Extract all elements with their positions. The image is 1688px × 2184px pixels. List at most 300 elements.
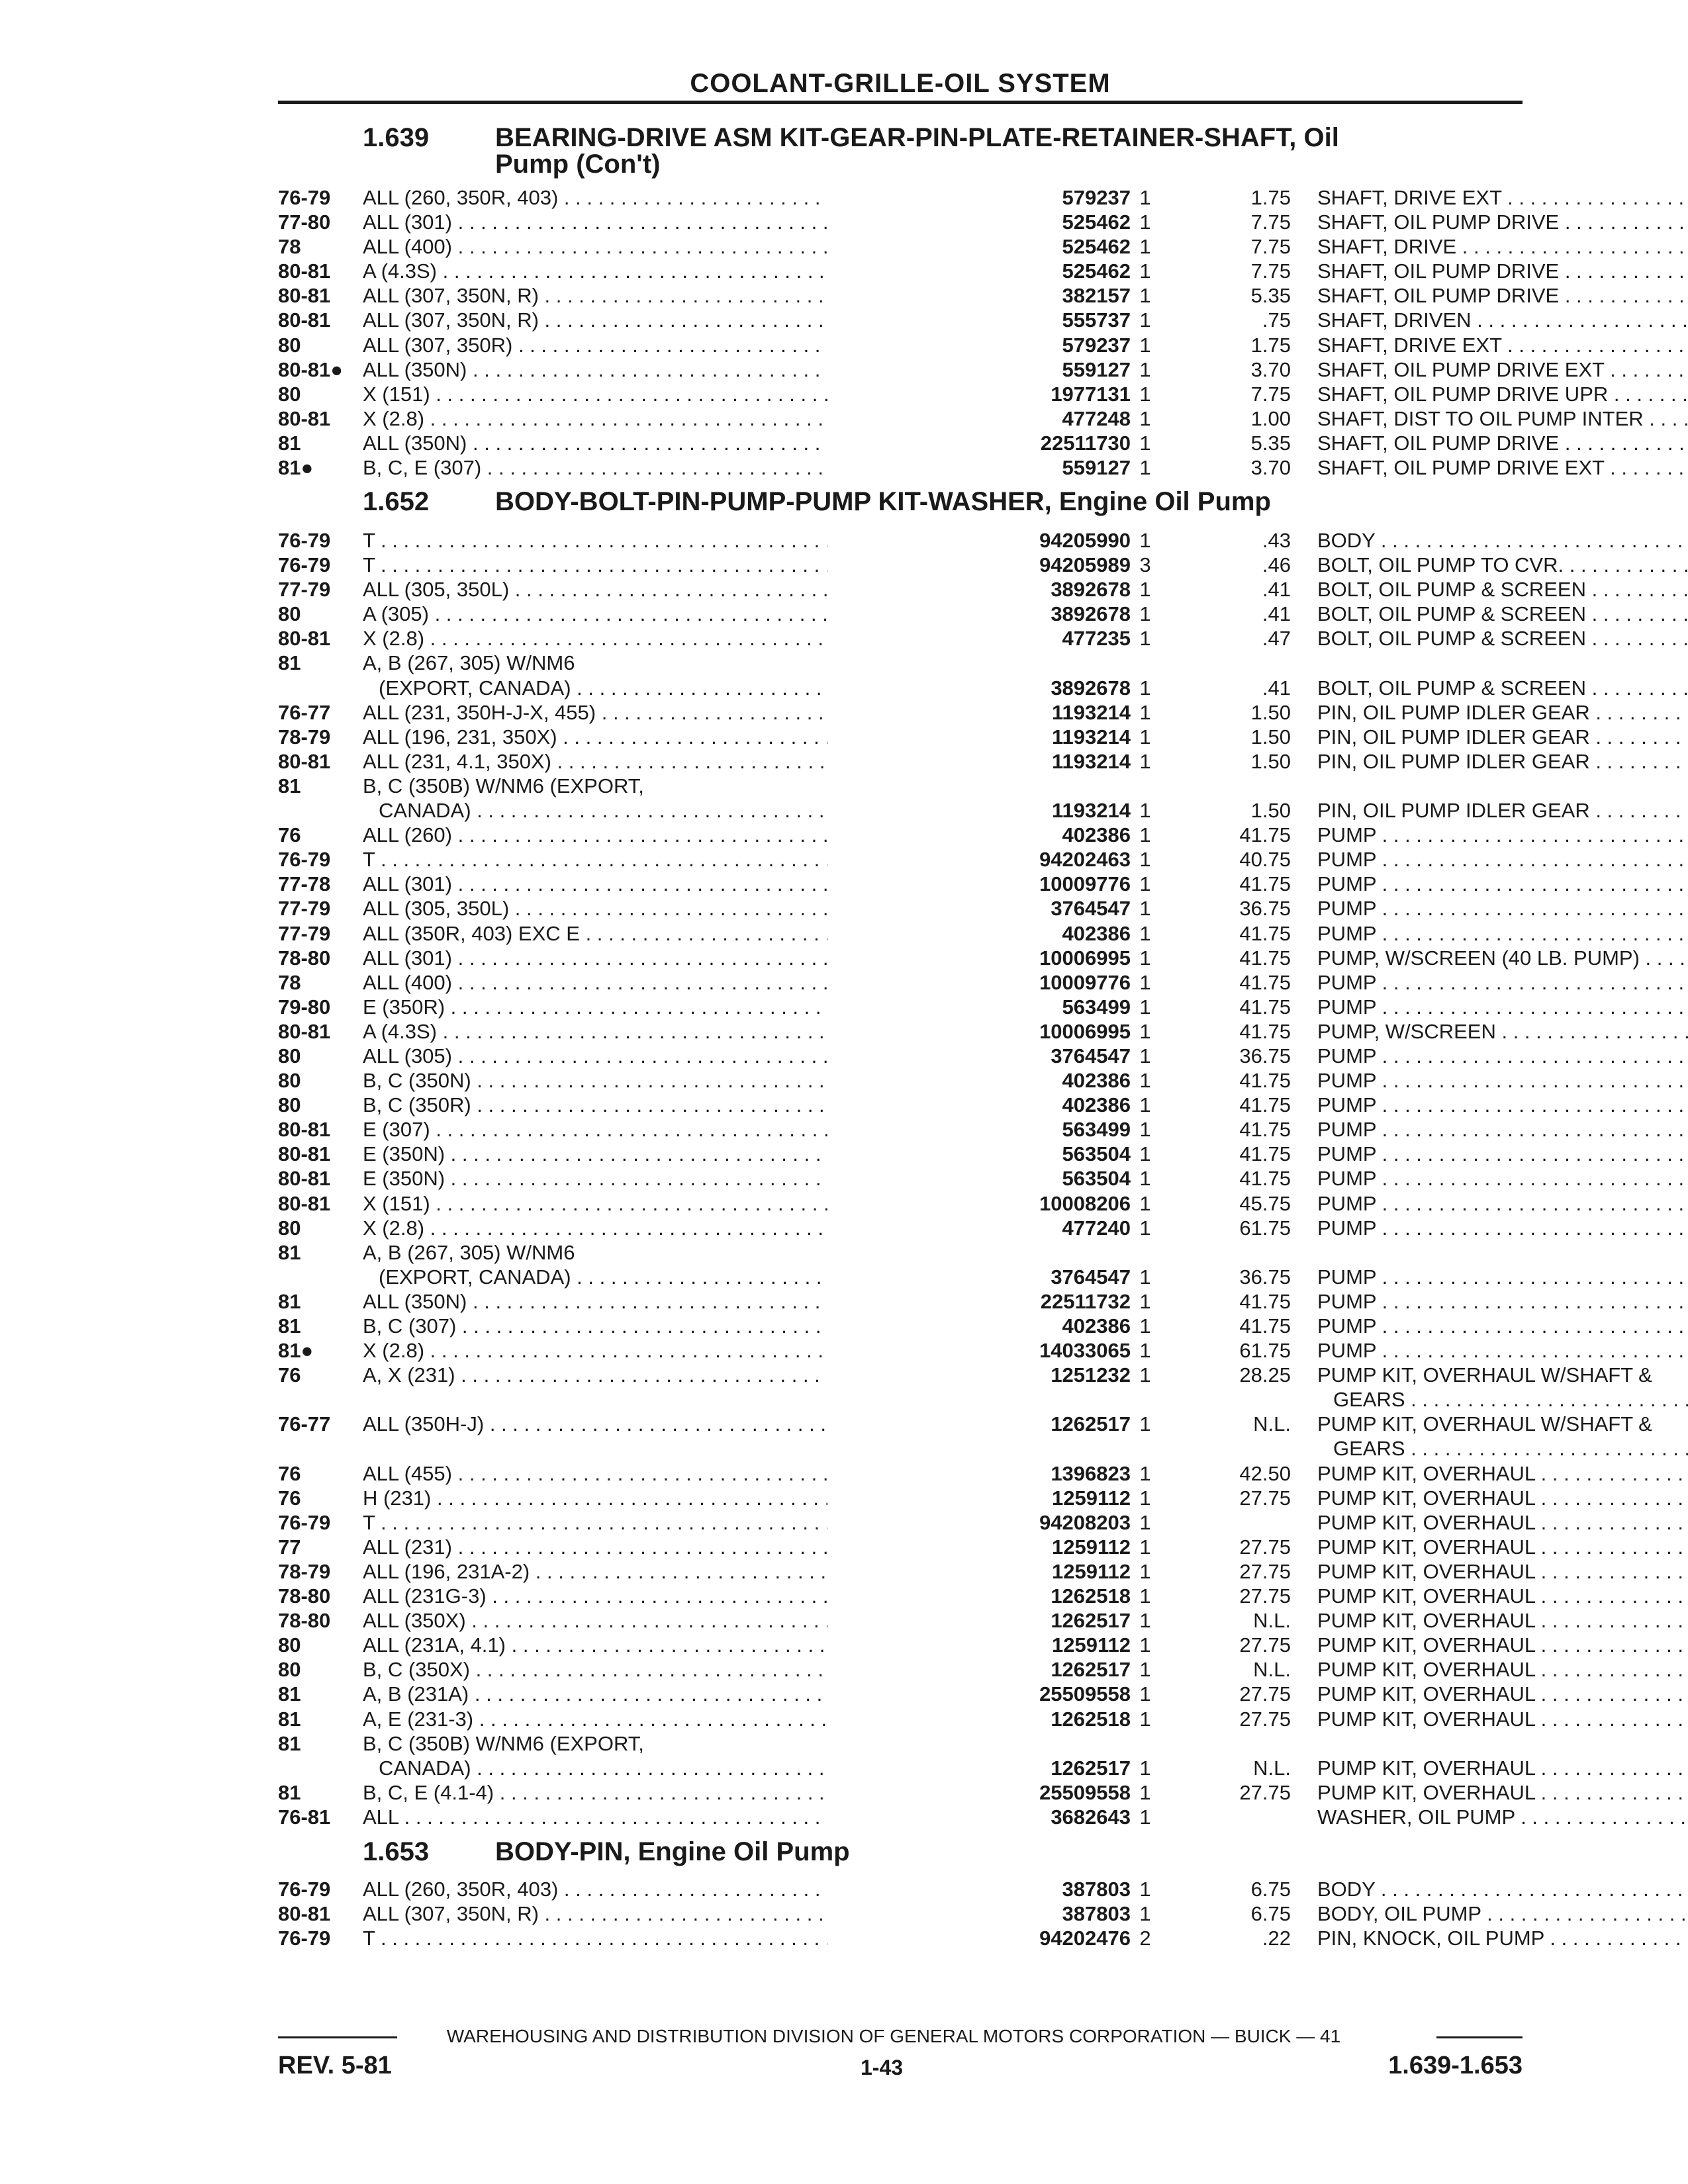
cell-part-name: SHAFT, OIL PUMP DRIVE . . . [1317, 210, 1688, 234]
cell-part-name: WASHER, OIL PUMP . . . [1317, 1805, 1688, 1829]
table-row [278, 626, 1586, 651]
table-row [278, 1117, 1523, 1142]
cell-part-number: 579237 [827, 333, 1131, 357]
cell-part-number: 1259112 [827, 1633, 1131, 1657]
cell-year: 76-77 [278, 700, 331, 724]
cell-part-name: PUMP KIT, OVERHAUL . . . [1317, 1559, 1688, 1584]
cell-price: 27.75 [1239, 1559, 1291, 1583]
cell-quantity: 1 [1139, 1167, 1151, 1191]
cell-quantity: 1 [1139, 1191, 1151, 1215]
cell-quantity: 1 [1139, 1093, 1151, 1117]
cell-quantity: 1 [1139, 627, 1151, 651]
cell-description: B, C (350B) W/NM6 (EXPORT, [363, 1731, 644, 1755]
cell-part-name: PUMP KIT, OVERHAUL . . . [1317, 1510, 1688, 1535]
cell-part-number: 559127 [827, 455, 1131, 480]
header-rule [278, 101, 1523, 104]
cell-price: 7.75 [1250, 235, 1291, 259]
table-row [278, 1707, 1536, 1731]
cell-description: B, C (307) . . . [363, 1314, 993, 1338]
cell-description: A, X (231) . . . [363, 1363, 993, 1387]
cell-part-number: 477248 [827, 406, 1131, 431]
table-row [278, 333, 1523, 357]
cell-description: A, B (267, 305) W/NM6 [363, 1240, 575, 1264]
section-number: 1.639 [363, 123, 430, 152]
cell-quantity: 1 [1139, 749, 1151, 773]
cell-part-number: 1259112 [827, 1559, 1131, 1584]
cell-description: ALL (455) . . . [363, 1461, 993, 1486]
cell-price: 41.75 [1239, 1019, 1291, 1043]
cell-quantity: 1 [1139, 259, 1151, 283]
cell-quantity: 1 [1139, 1019, 1151, 1043]
cell-part-name: BODY . . . [1317, 528, 1688, 553]
table-row [278, 1633, 1536, 1657]
cell-description: ALL (307, 350N, R) . . . [363, 308, 993, 332]
cell-part-name: PUMP KIT, OVERHAUL . . . [1317, 1608, 1688, 1633]
cell-part-name: SHAFT, OIL PUMP DRIVE EXT . . . [1317, 357, 1688, 382]
cell-part-name: GEARS . . . [1317, 1436, 1688, 1461]
cell-part-number: 1262517 [827, 1412, 1131, 1436]
cell-price: 36.75 [1239, 1044, 1291, 1068]
cell-year: 80 [278, 1069, 301, 1093]
cell-quantity: 1 [1139, 186, 1151, 209]
cell-quantity: 1 [1139, 1118, 1151, 1142]
cell-price: 27.75 [1239, 1707, 1291, 1731]
cell-year: 80 [278, 382, 301, 406]
cell-year: 79-80 [278, 995, 331, 1019]
cell-description: ALL (196, 231, 350X) . . . [363, 725, 993, 749]
section-heading-continued: Pump (Con't) [495, 150, 661, 179]
cell-description: X (2.8) . . . [363, 1216, 993, 1240]
cell-year: 80-81 [278, 1019, 331, 1043]
cell-quantity: 1 [1139, 1289, 1151, 1313]
cell-description: X (151) . . . [363, 1191, 993, 1216]
cell-price: 42.50 [1239, 1461, 1291, 1485]
table-row [278, 259, 1560, 283]
revision-date: REV. 5-81 [278, 2052, 392, 2079]
table-row [278, 602, 1586, 626]
cell-part-name: PUMP KIT, OVERHAUL . . . [1317, 1633, 1688, 1657]
cell-price: .47 [1262, 627, 1291, 651]
cell-description: ALL (305) . . . [363, 1044, 993, 1068]
cell-part-name: PUMP . . . [1317, 1265, 1688, 1289]
cell-price: 27.75 [1239, 1682, 1291, 1706]
cell-price: 7.75 [1250, 259, 1291, 283]
section-title: BODY-BOLT-PIN-PUMP-PUMP KIT-WASHER, Engine Oil Pump [495, 487, 1271, 516]
cell-part-number: 10006995 [827, 1019, 1131, 1044]
table-row [278, 676, 1586, 700]
cell-year: 80-81 [278, 259, 331, 283]
cell-part-name: BODY . . . [1317, 1877, 1688, 1901]
cell-price: 41.75 [1239, 970, 1291, 994]
cell-quantity: 1 [1139, 1902, 1151, 1926]
cell-price: 1.75 [1250, 333, 1291, 357]
cell-part-name: PUMP KIT, OVERHAUL . . . [1317, 1461, 1688, 1486]
cell-year: 81 [278, 1314, 301, 1338]
cell-part-number: 3682643 [827, 1805, 1131, 1829]
table-row [278, 1682, 1536, 1706]
cell-year: 76-79 [278, 848, 331, 872]
cell-part-number: 1262518 [827, 1584, 1131, 1608]
table-row [278, 1436, 1523, 1461]
cell-price: .41 [1262, 676, 1291, 700]
table-row [278, 1044, 1523, 1068]
cell-part-name: PUMP KIT, OVERHAUL . . . [1317, 1682, 1688, 1706]
cell-part-name: PUMP . . . [1317, 1044, 1688, 1068]
cell-part-number: 3892678 [827, 577, 1131, 602]
cell-description: A, E (231-3) . . . [363, 1707, 993, 1731]
cell-part-name: BOLT, OIL PUMP & SCREEN . . . [1317, 676, 1688, 700]
table-row [278, 651, 1523, 675]
cell-description: ALL (231) . . . [363, 1535, 993, 1559]
table-row [278, 1731, 1523, 1756]
table-row [278, 970, 1523, 995]
cell-description: ALL (301) . . . [363, 872, 993, 896]
cell-part-number: 382157 [827, 283, 1131, 308]
cell-quantity: 1 [1139, 1780, 1151, 1804]
cell-price: 27.75 [1239, 1780, 1291, 1804]
cell-price: 61.75 [1239, 1339, 1291, 1363]
section-title: BODY-PIN, Engine Oil Pump [495, 1837, 850, 1866]
table-row [278, 1068, 1523, 1093]
cell-year: 80 [278, 1093, 301, 1117]
table-row [278, 1805, 1523, 1829]
cell-year: 76 [278, 823, 301, 847]
cell-year: 80-81 [278, 627, 331, 651]
table-row [278, 700, 1590, 725]
cell-year: 81 [278, 1731, 301, 1755]
cell-description: ALL (307, 350N, R) . . . [363, 1901, 993, 1926]
cell-price: .75 [1262, 308, 1291, 332]
cell-quantity: 1 [1139, 1314, 1151, 1338]
cell-description: E (350N) . . . [363, 1166, 993, 1191]
cell-price: 41.75 [1239, 921, 1291, 945]
cell-price: 5.35 [1250, 431, 1291, 455]
cell-year: 81 [278, 1240, 301, 1264]
cell-part-number: 3764547 [827, 896, 1131, 921]
section-heading-1652 [363, 487, 1271, 517]
cell-quantity: 1 [1139, 1878, 1151, 1901]
cell-quantity: 1 [1139, 1510, 1151, 1534]
table-row [278, 1142, 1523, 1166]
table-row [278, 1363, 1652, 1387]
cell-quantity: 1 [1139, 970, 1151, 994]
footer-rule-right [1436, 2036, 1523, 2038]
cell-part-number: 1193214 [827, 725, 1131, 749]
cell-part-name: PUMP . . . [1317, 1216, 1688, 1240]
cell-price: 7.75 [1250, 382, 1291, 406]
cell-year: 80-81● [278, 357, 344, 381]
cell-year: 80 [278, 602, 301, 626]
cell-quantity: 1 [1139, 676, 1151, 700]
cell-price: 27.75 [1239, 1633, 1291, 1657]
cell-part-name: BOLT, OIL PUMP & SCREEN . . . [1317, 577, 1688, 602]
cell-description: (EXPORT, CANADA) . . . [379, 1265, 993, 1289]
table-row [278, 210, 1560, 234]
cell-part-number: 525462 [827, 210, 1131, 234]
cell-quantity: 1 [1139, 357, 1151, 381]
cell-year: 81● [278, 1339, 314, 1363]
cell-part-number: 402386 [827, 1093, 1131, 1117]
cell-description: E (307) . . . [363, 1117, 993, 1142]
cell-description: A (4.3S) . . . [363, 1019, 993, 1044]
cell-year: 77-79 [278, 578, 331, 602]
cell-year: 81 [278, 1707, 301, 1731]
cell-quantity: 1 [1139, 529, 1151, 552]
cell-description: ALL (350X) . . . [363, 1608, 993, 1633]
cell-description: CANADA) . . . [379, 798, 993, 823]
cell-price: .41 [1262, 602, 1291, 626]
cell-year: 78 [278, 970, 301, 994]
cell-price: 41.75 [1239, 995, 1291, 1019]
table-row [278, 528, 1523, 553]
cell-description: ALL (231A, 4.1) . . . [363, 1633, 993, 1657]
cell-year: 78-80 [278, 1584, 331, 1608]
cell-price: 27.75 [1239, 1486, 1291, 1510]
cell-description: T . . . [363, 1510, 993, 1535]
cell-part-name: PUMP . . . [1317, 1289, 1688, 1314]
cell-part-name: PUMP KIT, OVERHAUL . . . [1317, 1780, 1688, 1805]
table-row [278, 1901, 1523, 1926]
cell-year: 76-79 [278, 1927, 331, 1950]
cell-year: 80 [278, 1216, 301, 1240]
cell-part-name: SHAFT, DIST TO OIL PUMP INTER . . . [1317, 406, 1688, 431]
table-row [278, 823, 1523, 847]
cell-part-number: 1262517 [827, 1657, 1131, 1682]
cell-quantity: 1 [1139, 872, 1151, 896]
cell-year: 81 [278, 651, 301, 675]
table-row [278, 1756, 1536, 1780]
cell-part-number: 1193214 [827, 798, 1131, 823]
cell-year: 76-79 [278, 186, 331, 209]
parts-table-1652 [278, 528, 1652, 1829]
cell-price: 45.75 [1239, 1191, 1291, 1215]
cell-part-name: PUMP . . . [1317, 847, 1688, 872]
cell-description: ALL (350N) . . . [363, 1289, 993, 1314]
cell-price: 41.75 [1239, 1314, 1291, 1338]
cell-quantity: 1 [1139, 1339, 1151, 1363]
cell-description: E (350N) . . . [363, 1142, 993, 1166]
cell-year: 80-81 [278, 1167, 331, 1191]
cell-quantity: 1 [1139, 1658, 1151, 1682]
cell-quantity: 1 [1139, 284, 1151, 308]
cell-description: X (2.8) . . . [363, 626, 993, 651]
cell-quantity: 1 [1139, 602, 1151, 626]
cell-price: N.L. [1253, 1609, 1291, 1633]
parts-table-1653 [278, 1877, 1544, 1950]
cell-year: 77-80 [278, 210, 331, 234]
cell-price: 41.75 [1239, 946, 1291, 970]
cell-description: X (151) . . . [363, 382, 993, 406]
cell-description: (EXPORT, CANADA) . . . [379, 676, 993, 700]
cell-part-number: 477235 [827, 626, 1131, 651]
cell-description: T . . . [363, 1926, 993, 1950]
cell-part-number: 563499 [827, 1117, 1131, 1142]
cell-price: 41.75 [1239, 1118, 1291, 1142]
cell-quantity: 1 [1139, 1633, 1151, 1657]
cell-part-name: PIN, OIL PUMP IDLER GEAR . . . [1317, 700, 1688, 725]
cell-year: 77-79 [278, 921, 331, 945]
cell-description: ALL (301) . . . [363, 946, 993, 970]
cell-price: 27.75 [1239, 1535, 1291, 1559]
table-row [278, 1019, 1523, 1044]
cell-part-number: 10008206 [827, 1191, 1131, 1216]
cell-description: ALL . . . [363, 1805, 993, 1829]
cell-year: 80-81 [278, 406, 331, 430]
cell-part-number: 402386 [827, 1314, 1131, 1338]
cell-part-name: PUMP . . . [1317, 1314, 1688, 1338]
cell-part-number: 1977131 [827, 382, 1131, 406]
cell-part-name: PIN, KNOCK, OIL PUMP . . . [1317, 1926, 1688, 1950]
cell-price: 3.70 [1250, 357, 1291, 381]
cell-year: 80-81 [278, 308, 331, 332]
cell-price: 1.50 [1250, 725, 1291, 749]
cell-quantity: 1 [1139, 725, 1151, 749]
cell-part-number: 3764547 [827, 1044, 1131, 1068]
table-row [278, 1510, 1536, 1535]
cell-part-number: 94205989 [827, 553, 1131, 577]
cell-part-number: 525462 [827, 259, 1131, 283]
cell-price: 36.75 [1239, 1265, 1291, 1289]
table-row [278, 1584, 1536, 1608]
cell-quantity: 1 [1139, 1584, 1151, 1608]
cell-description: T . . . [363, 528, 993, 553]
table-row [278, 308, 1523, 332]
cell-part-name: PUMP . . . [1317, 970, 1688, 995]
cell-part-number: 559127 [827, 357, 1131, 382]
cell-quantity: 1 [1139, 1609, 1151, 1633]
cell-part-name: PUMP . . . [1317, 1068, 1688, 1093]
cell-price: .41 [1262, 578, 1291, 602]
table-row [278, 946, 1640, 970]
cell-description: ALL (260) . . . [363, 823, 993, 847]
table-row [278, 749, 1590, 774]
cell-price: 28.25 [1239, 1363, 1291, 1387]
cell-price: 6.75 [1250, 1878, 1291, 1901]
cell-quantity: 1 [1139, 308, 1151, 332]
cell-price: 41.75 [1239, 1093, 1291, 1117]
cell-part-number: 94202476 [827, 1926, 1131, 1950]
cell-price: N.L. [1253, 1412, 1291, 1436]
table-row [278, 798, 1590, 823]
cell-part-name: PUMP KIT, OVERHAUL W/SHAFT & [1317, 1412, 1652, 1436]
cell-part-name: BOLT, OIL PUMP TO CVR. . . . [1317, 553, 1688, 577]
table-row [278, 1412, 1652, 1436]
cell-description: T . . . [363, 847, 993, 872]
table-row [278, 995, 1523, 1019]
cell-quantity: 1 [1139, 1486, 1151, 1510]
cell-price: 5.35 [1250, 284, 1291, 308]
cell-year: 78-79 [278, 725, 331, 749]
cell-description: ALL (350N) . . . [363, 357, 993, 382]
cell-part-number: 1259112 [827, 1486, 1131, 1510]
cell-price: 41.75 [1239, 1069, 1291, 1093]
group-range: 1.639-1.653 [1388, 2052, 1523, 2079]
section-title: BEARING-DRIVE ASM KIT-GEAR-PIN-PLATE-RETAINER-SHAFT, Oil [495, 123, 1339, 152]
cell-part-name: SHAFT, OIL PUMP DRIVE EXT . . . [1317, 455, 1688, 480]
cell-price: 61.75 [1239, 1216, 1291, 1240]
cell-description: ALL (350R, 403) EXC E . . . [363, 921, 993, 946]
cell-year: 76-79 [278, 1878, 331, 1901]
table-row [278, 1314, 1523, 1338]
cell-quantity: 1 [1139, 1363, 1151, 1387]
cell-price: 41.75 [1239, 872, 1291, 896]
cell-description: ALL (231, 350H-J-X, 455) . . . [363, 700, 993, 725]
cell-part-name: GEARS . . . [1317, 1387, 1688, 1412]
cell-quantity: 1 [1139, 578, 1151, 602]
table-row [278, 774, 1523, 798]
cell-part-name: SHAFT, OIL PUMP DRIVE . . . [1317, 431, 1688, 455]
cell-part-name: SHAFT, OIL PUMP DRIVE UPR . . . [1317, 382, 1688, 406]
page-header-title: COOLANT-GRILLE-OIL SYSTEM [690, 69, 1111, 98]
cell-year: 76-79 [278, 529, 331, 552]
cell-description: ALL (307, 350N, R) . . . [363, 283, 993, 308]
cell-description: ALL (307, 350R) . . . [363, 333, 993, 357]
table-row [278, 185, 1523, 210]
cell-part-name: PUMP . . . [1317, 1338, 1688, 1363]
cell-part-number: 22511732 [827, 1289, 1131, 1314]
table-row [278, 725, 1590, 749]
cell-part-number: 10009776 [827, 872, 1131, 896]
cell-quantity: 1 [1139, 431, 1151, 455]
cell-quantity: 1 [1139, 1682, 1151, 1706]
cell-part-number: 1262517 [827, 1756, 1131, 1780]
cell-description: ALL (350N) . . . [363, 431, 993, 455]
cell-part-name: SHAFT, OIL PUMP DRIVE . . . [1317, 259, 1688, 283]
cell-year: 76-77 [278, 1412, 331, 1436]
cell-part-name: SHAFT, DRIVE EXT . . . [1317, 333, 1688, 357]
cell-description: ALL (196, 231A-2) . . . [363, 1559, 993, 1584]
cell-part-number: 1259112 [827, 1535, 1131, 1559]
cell-part-number: 402386 [827, 823, 1131, 847]
cell-part-number: 387803 [827, 1901, 1131, 1926]
cell-description: A (305) . . . [363, 602, 993, 626]
cell-quantity: 1 [1139, 210, 1151, 234]
cell-description: CANADA) . . . [379, 1756, 993, 1780]
table-row [278, 283, 1560, 308]
cell-year: 80-81 [278, 749, 331, 773]
cell-part-number: 1193214 [827, 749, 1131, 774]
table-row [278, 382, 1609, 406]
table-row [278, 1486, 1536, 1510]
cell-part-number: 10009776 [827, 970, 1131, 995]
cell-part-number: 14033065 [827, 1338, 1131, 1363]
cell-quantity: 1 [1139, 1707, 1151, 1731]
cell-price: 3.70 [1250, 456, 1291, 480]
cell-price: N.L. [1253, 1756, 1291, 1780]
cell-part-number: 563504 [827, 1142, 1131, 1166]
cell-year: 77 [278, 1535, 301, 1559]
cell-year: 80 [278, 1633, 301, 1657]
table-row [278, 455, 1605, 480]
cell-part-number: 25509558 [827, 1682, 1131, 1706]
cell-part-number: 387803 [827, 1877, 1131, 1901]
cell-description: T . . . [363, 553, 993, 577]
cell-part-name: PUMP KIT, OVERHAUL . . . [1317, 1486, 1688, 1510]
cell-price: 41.75 [1239, 1167, 1291, 1191]
table-row [278, 1240, 1523, 1265]
cell-quantity: 1 [1139, 1216, 1151, 1240]
cell-year: 81 [278, 1682, 301, 1706]
cell-part-number: 1262517 [827, 1608, 1131, 1633]
cell-quantity: 1 [1139, 946, 1151, 970]
cell-quantity: 1 [1139, 921, 1151, 945]
cell-part-number: 579237 [827, 185, 1131, 210]
table-row [278, 1216, 1523, 1240]
cell-quantity: 1 [1139, 823, 1151, 847]
cell-quantity: 1 [1139, 1069, 1151, 1093]
cell-part-number: 3892678 [827, 676, 1131, 700]
table-row [278, 357, 1605, 382]
